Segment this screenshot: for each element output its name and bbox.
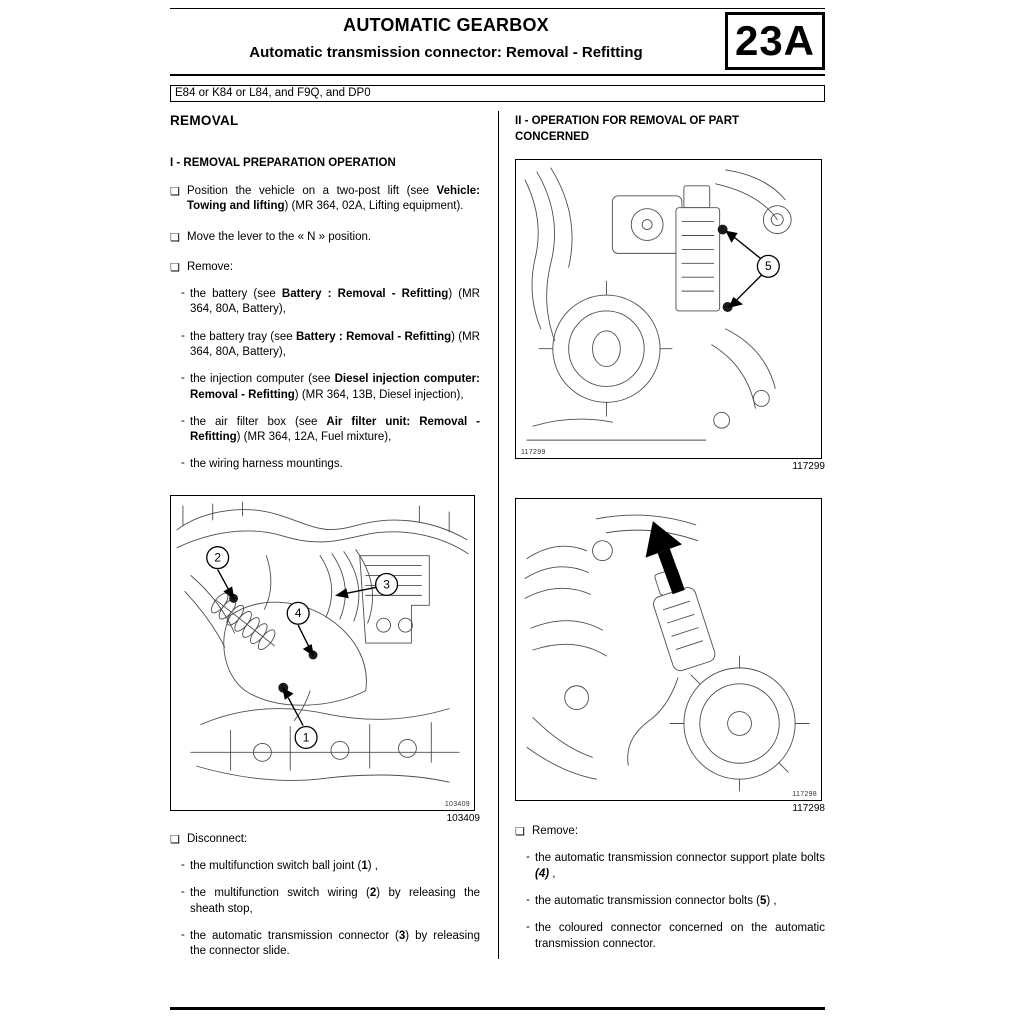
callout-2-label: 2: [214, 550, 222, 565]
engine-bay-illustration: [171, 496, 474, 810]
figure-connector-bolts: [515, 159, 822, 459]
list-item: [526, 851, 825, 882]
checklist-item: [170, 230, 480, 245]
square-bullet-icon: ❏: [170, 833, 180, 846]
arrow-indicators: [218, 569, 376, 725]
list-item: [181, 886, 480, 917]
manual-page: [170, 0, 825, 959]
list-item-text: the multifunction switch wiring (2) by releasing the sheath stop,: [190, 887, 480, 915]
callout-1-label: 1: [302, 730, 310, 745]
dash-marker: -: [181, 886, 185, 899]
dash-marker: -: [526, 851, 530, 864]
figure-caption: 117299: [792, 461, 825, 473]
checklist-item-text: Disconnect:: [187, 832, 248, 845]
dash-marker: -: [526, 894, 530, 907]
callout-3-label: 3: [383, 577, 390, 592]
list-item-text: the injection computer (see Diesel injection computer: Removal - Refitting) (MR 364, 13B, Diesel injection),: [190, 373, 480, 401]
list-item-text: the battery (see Battery : Removal - Refitting) (MR 364, 80A, Battery),: [190, 288, 480, 316]
page-title: AUTOMATIC GEARBOX: [343, 15, 549, 35]
dash-marker: -: [526, 921, 530, 934]
removal-heading: REMOVAL: [170, 113, 239, 128]
list-item-text: the automatic transmission connector bolts (5) ,: [535, 895, 777, 908]
section-code-box: [725, 12, 825, 70]
dash-marker: -: [181, 414, 185, 427]
page-header: [170, 12, 825, 74]
checklist-item: [170, 184, 480, 215]
dash-marker: -: [181, 329, 185, 342]
list-item-text: the battery tray (see Battery : Removal - Refitting) (MR 364, 80A, Battery),: [190, 330, 480, 358]
top-rule: [170, 8, 825, 9]
preparation-heading: I - REMOVAL PREPARATION OPERATION: [170, 157, 396, 169]
figure-stamp: 103409: [444, 800, 470, 808]
list-item-text: the wiring harness mountings.: [190, 458, 343, 471]
dash-marker: -: [181, 287, 185, 300]
dash-marker: -: [181, 372, 185, 385]
figure-stamp: 117298: [792, 791, 817, 799]
right-column: [515, 111, 825, 959]
list-item: [181, 457, 480, 472]
checklist-item-text: Remove:: [532, 825, 579, 838]
connector-bolts-illustration: [516, 160, 821, 458]
list-item: [526, 921, 825, 952]
header-rule: [170, 74, 825, 76]
square-bullet-icon: ❏: [515, 826, 525, 839]
connector-removal-illustration: [516, 499, 821, 800]
checklist-item-text: Remove:: [187, 260, 234, 273]
list-item-text: the coloured connector concerned on the automatic transmission connector.: [535, 922, 825, 950]
checklist-item: [515, 824, 825, 839]
dash-marker: -: [181, 457, 185, 470]
list-item-text: the air filter box (see Air filter unit: Removal - Refitting) (MR 364, 12A, Fuel mixture),: [190, 415, 480, 444]
list-item-text: the automatic transmission connector (3) by releasing the connector slide.: [190, 929, 480, 958]
list-item: [181, 330, 480, 361]
column-divider: [498, 111, 499, 959]
checklist-item: [170, 260, 480, 275]
figure-connector-removal: [515, 498, 822, 801]
figure-stamp: 117299: [521, 449, 546, 457]
figure-engine-bay: [170, 495, 475, 811]
list-item: [526, 894, 825, 909]
callout-4-label: 4: [294, 605, 302, 620]
square-bullet-icon: ❏: [170, 186, 180, 198]
checklist-item-text: Move the lever to the « N » position.: [187, 230, 372, 243]
dash-marker: -: [181, 858, 185, 871]
checklist-item-text: Position the vehicle on a two-post lift (see Vehicle: Towing and lifting) (MR 364, 02A, Lifting equipment).: [187, 185, 480, 213]
left-column: [170, 111, 480, 959]
list-item: [181, 287, 480, 318]
list-item: [181, 929, 480, 960]
list-item: [181, 415, 480, 446]
checklist-item: [170, 832, 480, 847]
section-code: 23A: [734, 17, 816, 64]
page-subtitle: Automatic transmission connector: Removal - Refitting: [249, 44, 643, 61]
callout-5-label: 5: [765, 259, 772, 274]
bottom-rule: [170, 1007, 825, 1010]
dash-marker: -: [181, 928, 185, 941]
figure-caption: 117298: [792, 803, 825, 815]
arrow-indicators: [727, 232, 763, 307]
list-item-text: the multifunction switch ball joint (1) ,: [190, 859, 378, 872]
figure-caption: 103409: [446, 812, 480, 824]
list-item-text: the automatic transmission connector support plate bolts (4) ,: [535, 852, 825, 880]
list-item: [181, 859, 480, 874]
operation-heading: II - OPERATION FOR REMOVAL OF PART CONCERNED: [515, 115, 740, 144]
applicability-banner: E84 or K84 or L84, and F9Q, and DP0: [170, 85, 825, 102]
square-bullet-icon: ❏: [170, 261, 180, 274]
square-bullet-icon: ❏: [170, 231, 180, 244]
list-item: [181, 372, 480, 403]
